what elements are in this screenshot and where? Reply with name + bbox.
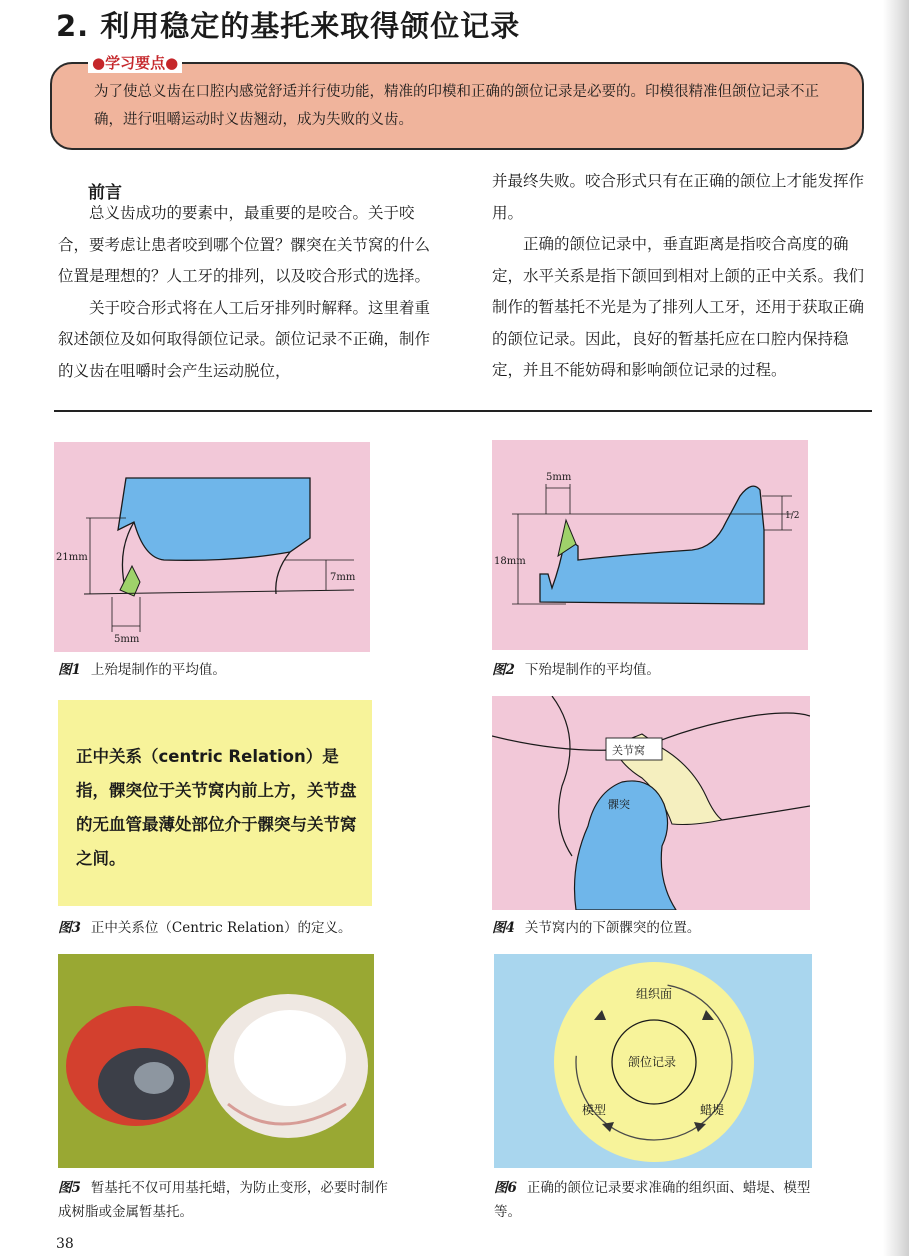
caption-text: 关节窝内的下颌髁突的位置。 xyxy=(524,920,701,936)
fig6-center-label: 颌位记录 xyxy=(628,1055,677,1069)
page-title: 2. 利用稳定的基托来取得颌位记录 xyxy=(56,9,521,43)
figure-4-caption xyxy=(492,916,822,940)
page-number: 38 xyxy=(56,1236,74,1252)
fig4-label-fossa: 关节窝 xyxy=(612,744,645,757)
figure-2-diagram xyxy=(492,440,808,650)
fig4-label-condyle: 髁突 xyxy=(608,798,630,811)
fig1-label-21: 21mm xyxy=(56,552,88,563)
figure-4-diagram xyxy=(492,696,810,910)
intro-paragraph: 关于咬合形式将在人工后牙排列时解释。这里着重叙述颌位及如何取得颌位记录。颌位记录不正确，制作的义齿在咀嚼时会产生运动脱位， xyxy=(58,298,431,380)
intro-left-column xyxy=(58,198,436,387)
figure-number: 图3 xyxy=(58,920,81,936)
fig2-label-5: 5mm xyxy=(546,472,572,483)
fig2-label-18: 18mm xyxy=(494,556,526,567)
figure-2-caption xyxy=(492,658,822,682)
figure-3-definition-box xyxy=(58,700,372,906)
figure-3-caption xyxy=(58,916,388,940)
key-points-text: 为了使总义齿在口腔内感觉舒适并行使功能，精准的印模和正确的颌位记录是必要的。印模很精准但颌位记录不正确，进行咀嚼运动时义齿翘动，成为失败的义齿。 xyxy=(94,84,819,128)
intro-paragraph: 并最终失败。咬合形式只有在正确的颌位上才能发挥作用。 xyxy=(492,172,865,222)
figure-number: 图4 xyxy=(492,920,515,936)
caption-text: 正确的颌位记录要求准确的组织面、蜡堤、模型等。 xyxy=(494,1180,811,1220)
intro-paragraph: 总义齿成功的要素中，最重要的是咬合。关于咬合，要考虑让患者咬到哪个位置？髁突在关节窝的什么位置是理想的？人工牙的排列，以及咬合形式的选择。 xyxy=(58,204,431,285)
fig1-upper-rim xyxy=(118,478,310,560)
fig6-right-label: 蜡堤 xyxy=(700,1103,725,1117)
intro-paragraph: 正确的颌位记录中，垂直距离是指咬合高度的确定，水平关系是指下颌回到相对上颌的正中关系。我们制作的暂基托不光是为了排列人工牙，还用于获取正确的颌位记录。因此，良好的暂基托应在口腔内保持稳定，并且不能妨碍和影响颌位记录的过程。 xyxy=(492,235,865,379)
key-points-label: ●学习要点● xyxy=(88,52,182,73)
fig2-label-half: 1/2 xyxy=(785,511,800,521)
figure-1-caption xyxy=(58,658,378,682)
caption-text: 下殆堤制作的平均值。 xyxy=(524,662,660,678)
figure-number: 图2 xyxy=(492,662,515,678)
figure-5-photo xyxy=(58,954,374,1168)
figure-5-caption xyxy=(58,1176,388,1224)
figure-number: 图5 xyxy=(58,1180,81,1196)
section-heading: 前言 xyxy=(88,183,122,203)
fig1-label-5: 5mm xyxy=(114,634,140,645)
figure-number: 图1 xyxy=(58,662,81,678)
figure-6-caption xyxy=(494,1176,824,1224)
book-spine-shadow xyxy=(883,0,909,1256)
figure-1-diagram xyxy=(54,442,370,652)
section-divider xyxy=(54,410,872,412)
figure-6-diagram xyxy=(494,954,812,1168)
caption-text: 暂基托不仅可用基托蜡，为防止变形，必要时制作成树脂或金属暂基托。 xyxy=(58,1180,388,1220)
fig6-top-label: 组织面 xyxy=(636,987,673,1001)
key-points-box xyxy=(50,62,864,150)
caption-text: 上殆堤制作的平均值。 xyxy=(90,662,226,678)
fig1-label-7: 7mm xyxy=(330,572,356,583)
centric-relation-definition: 正中关系（centric Relation）是指，髁突位于关节窝内前上方，关节盘的无血管最薄处部位介于髁突与关节窝之间。 xyxy=(76,747,357,868)
caption-text: 正中关系位（Centric Relation）的定义。 xyxy=(90,920,352,936)
figure-number: 图6 xyxy=(494,1180,517,1196)
fig6-left-label: 模型 xyxy=(582,1103,607,1117)
intro-right-column xyxy=(492,166,870,387)
